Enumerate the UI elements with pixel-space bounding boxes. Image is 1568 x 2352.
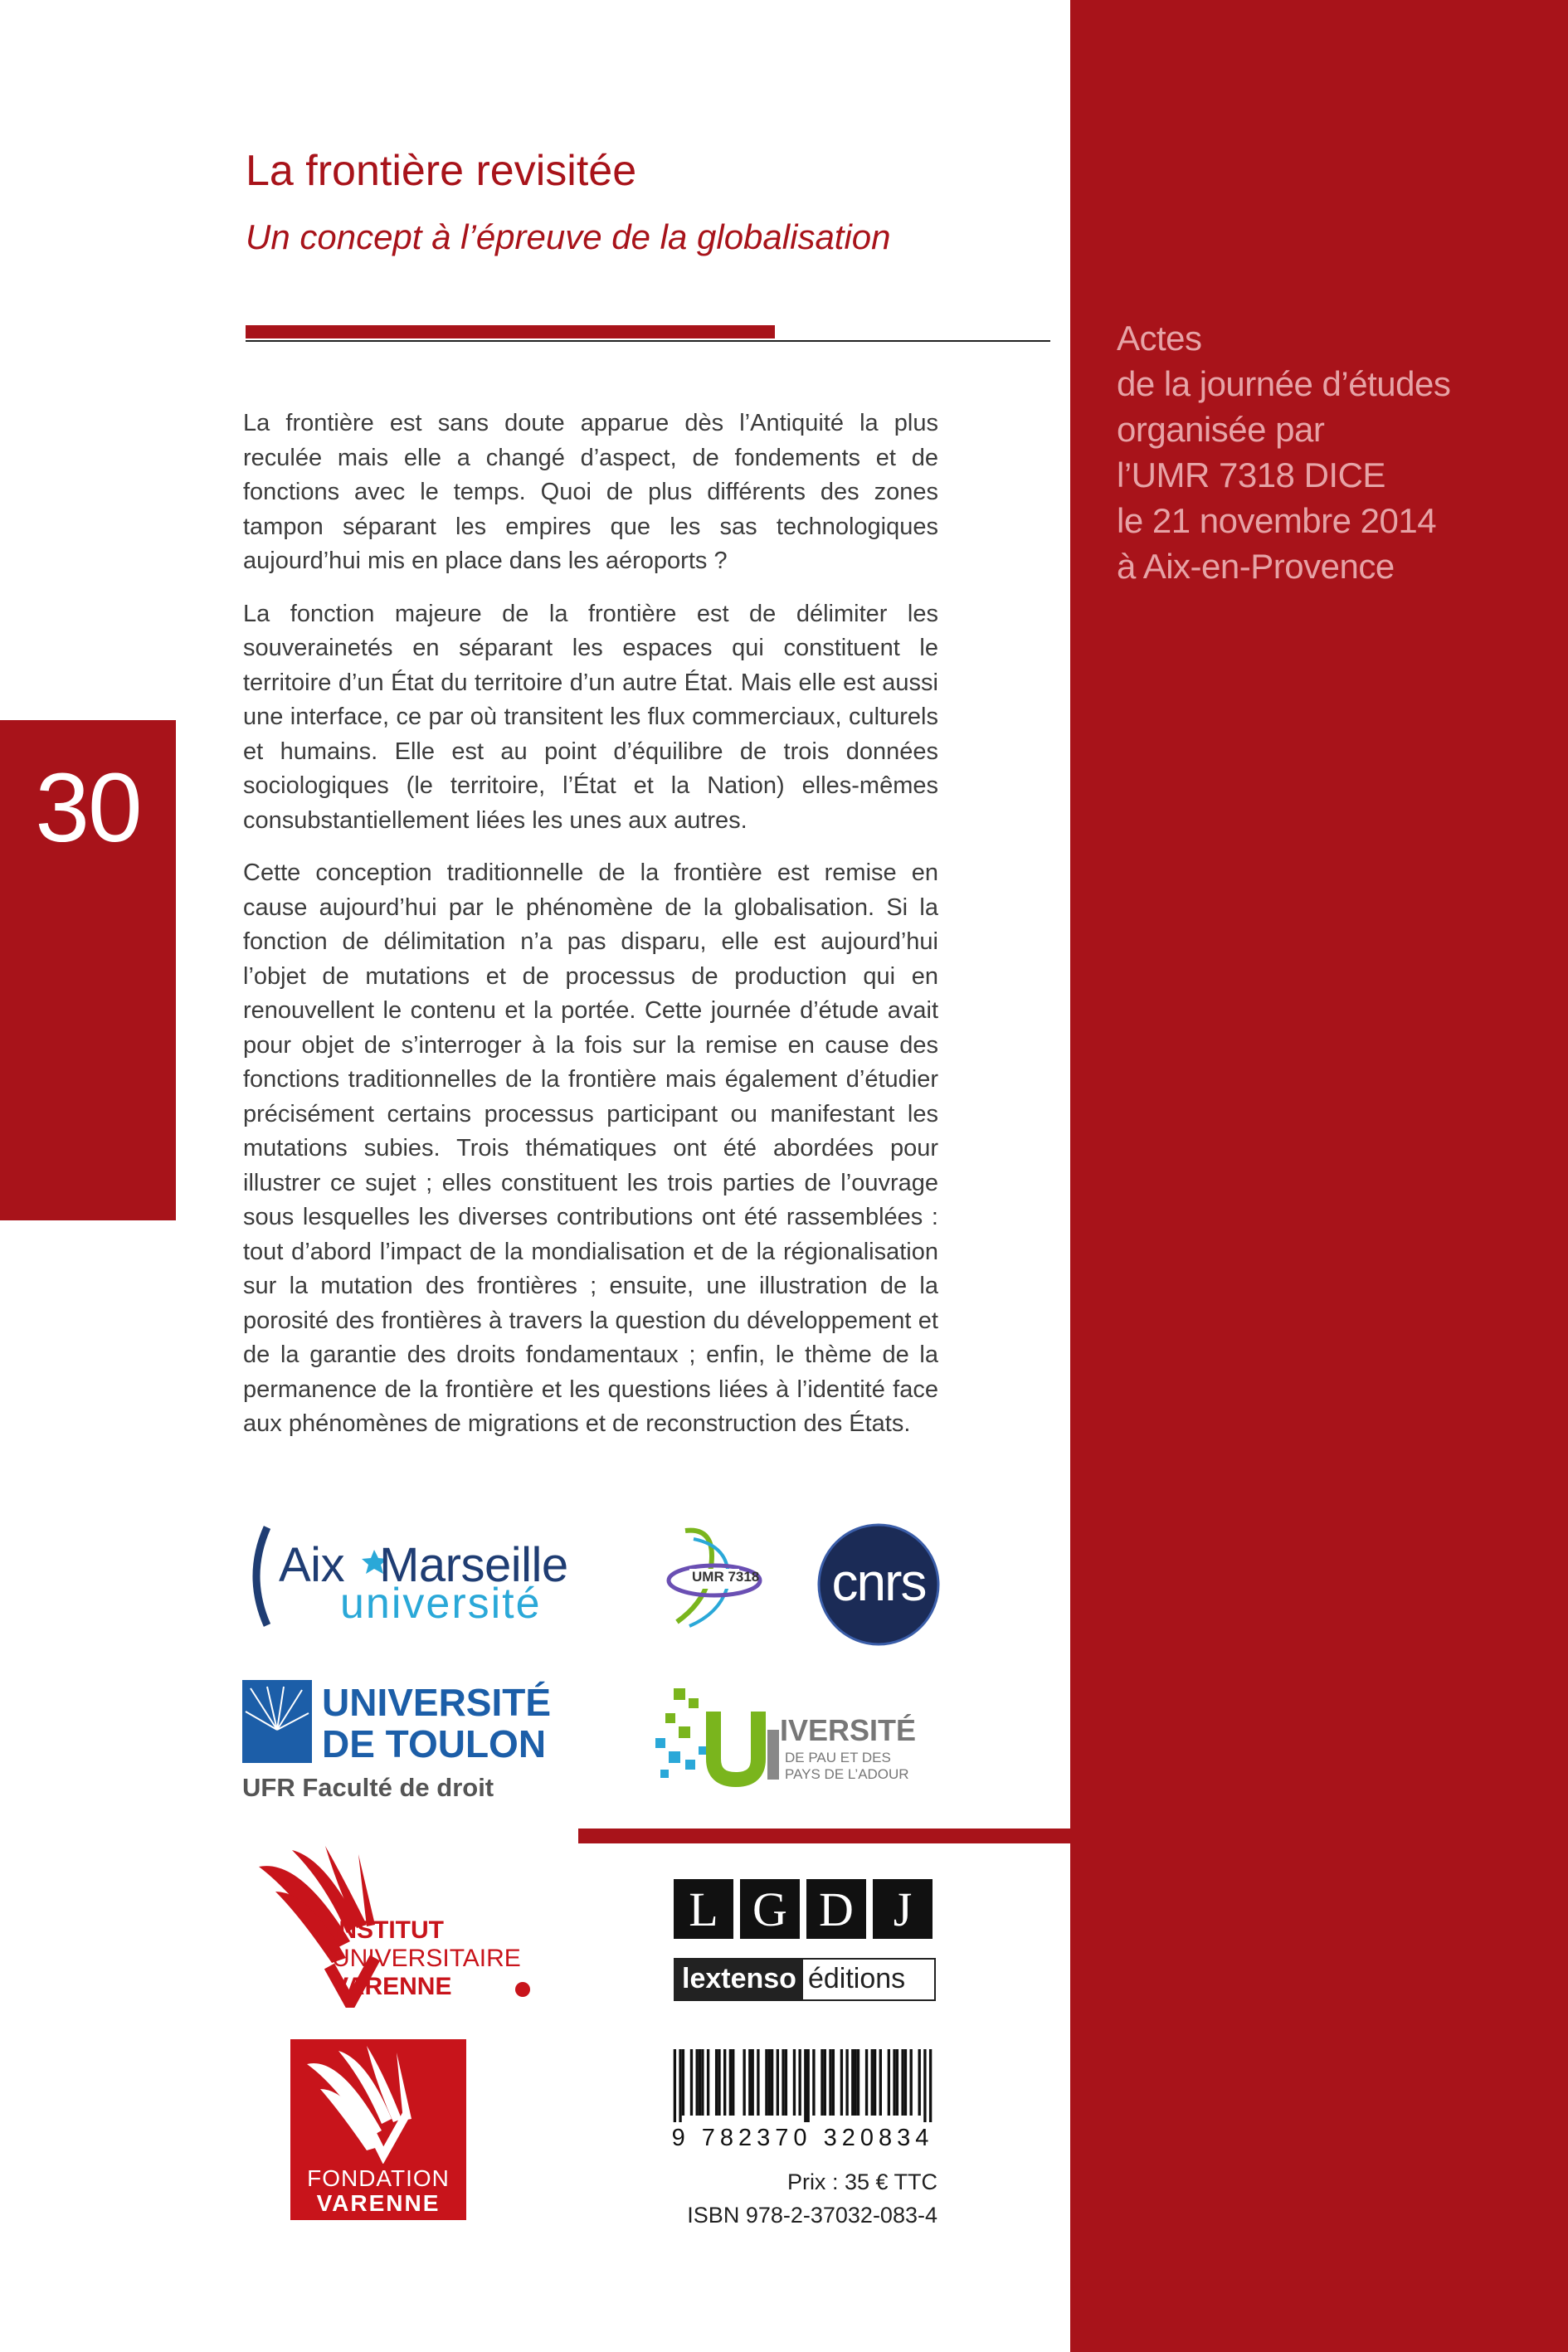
lextenso-part1: lextenso: [675, 1960, 803, 1999]
barcode-bar: [785, 2049, 787, 2116]
institut-varenne-logo: [242, 1842, 541, 2008]
isbn-barcode: [668, 2049, 937, 2122]
fondation-line2: VARENNE: [316, 2190, 441, 2216]
barcode-bar: [804, 2049, 806, 2122]
barcode-bar: [845, 2049, 848, 2116]
proceedings-line: le 21 novembre 2014: [1117, 501, 1437, 540]
barcode-bar: [743, 2049, 745, 2116]
toulon-line2: DE TOULON: [322, 1722, 547, 1765]
barcode-bar: [821, 2049, 823, 2116]
paragraph: La fonction majeure de la frontière est de délimiter les souverainetés en séparant les espaces qui constituent le territoire d’un État du territoire d’un autre État. Mais elle est aussi une interface, ce par où transitent les flux commerciaux, culturels et humains. Elle est au point d’équilibre de trois données sociologiques (le territoire, l’État et la Nation) elles-mêmes consubstantiellement liées les unes aux autres.: [243, 600, 938, 834]
lgdj-logo: [674, 1879, 933, 1941]
aix-marseille-logo: [242, 1522, 607, 1630]
barcode-bars: [668, 2049, 937, 2122]
divider-bar: [578, 1829, 1070, 1843]
barcode-bar: [696, 2049, 699, 2116]
barcode-bar: [923, 2049, 926, 2122]
lextenso-part2: éditions: [807, 1963, 906, 1994]
barcode-bar: [832, 2049, 835, 2116]
barcode-bar: [851, 2049, 854, 2116]
barcode-digits: 9 782370 320834: [671, 2125, 934, 2151]
toulon-sun-icon: [242, 1680, 312, 1763]
barcode-bar: [865, 2049, 868, 2116]
barcode-bar: [707, 2049, 709, 2116]
fondation-leaf-icon: [290, 2039, 466, 2164]
barcode-bar: [901, 2049, 903, 2116]
isbn: ISBN 978-2-37032-083-4: [687, 2203, 937, 2228]
barcode-bar: [793, 2049, 796, 2116]
barcode-bar: [782, 2049, 784, 2116]
barcode-bar: [715, 2049, 718, 2116]
barcode-bar: [854, 2049, 856, 2116]
barcode-bar: [879, 2049, 882, 2116]
barcode-bar: [829, 2049, 831, 2116]
barcode-bar: [674, 2049, 676, 2122]
pau-pixel-icon: [649, 1680, 782, 1796]
barcode-bar: [824, 2049, 826, 2116]
back-cover-text: [243, 407, 938, 1460]
proceedings-line: de la journée d’études: [1117, 364, 1451, 403]
barcode-bar: [699, 2049, 701, 2116]
page-number: 30: [35, 753, 141, 863]
toulon-line1: UNIVERSITÉ: [322, 1681, 552, 1724]
barcode-bar: [682, 2049, 684, 2116]
barcode-bar: [888, 2049, 890, 2116]
book-title: La frontière revisitée: [246, 147, 637, 195]
barcode-bar: [857, 2049, 859, 2116]
iuv-line1: INSTITUT: [332, 1916, 444, 1944]
title-rule-thin: [246, 340, 1050, 342]
proceedings-line: à Aix-en-Provence: [1117, 547, 1395, 586]
barcode-bar: [918, 2049, 921, 2116]
price-info: [668, 2165, 937, 2232]
barcode-bar: [718, 2049, 720, 2116]
umr-logo: [644, 1522, 768, 1639]
lgdj-letter: L: [674, 1879, 733, 1939]
barcode-bar: [752, 2049, 754, 2116]
barcode-bar: [729, 2049, 732, 2116]
iuv-line2: UNIVERSITAIRE: [332, 1945, 521, 1972]
pau-small2: PAYS DE L’ADOUR: [785, 1766, 909, 1782]
fondation-varenne-logo: [290, 2039, 466, 2220]
barcode-bar: [690, 2049, 693, 2116]
title-rule-thick: [246, 325, 775, 338]
barcode-bar: [777, 2049, 779, 2116]
paragraph: Cette conception traditionnelle de la frontière est remise en cause aujourd’hui par le phénomène de la globalisation. Si la fonction de délimitation n’a pas disparu, elle est aujourd’hui l’objet de mutations et de processus de production qui en renouvellent le contenu et la portée. Cette journée d’étude avait pour objet de s’interroger à la fois sur la remise en cause des fonctions traditionnelles de la frontière mais également d’étudier précisément certains processus participant ou manifestant les mutations subies. Trois thématiques ont été abordées pour illustrer ce sujet ; elles constituent les trois parties de l’ouvrage sous lesquelles les diverses contributions ont été rassemblées : tout d’abord l’impact de la mondialisation et de la régionalisation sur la mutation des frontières ; ensuite, une illustration de la porosité des frontières à travers la question du développement et de la garantie des droits fondamentaux ; enfin, le thème de la permanence de la frontière et les questions liées à l’identité face aux phénomènes de migrations et de reconstruction des États.: [243, 859, 938, 1437]
barcode-bar: [771, 2049, 773, 2116]
barcode-bar: [929, 2049, 932, 2122]
lextenso-logo: [674, 1958, 936, 2001]
toulon-ufr: UFR Faculté de droit: [242, 1773, 494, 1802]
paragraph: La frontière est sans doute apparue dès l’Antiquité la plus reculée mais elle a changé d’aspect, de fondements et de fonctions avec le temps. Quoi de plus différents des zones tampon séparant les empires que les sas technologiques aujourd’hui mis en place dans les aéroports ?: [243, 410, 938, 574]
fondation-line1: FONDATION: [307, 2165, 450, 2191]
barcode-bar: [757, 2049, 759, 2116]
cnrs-label: cnrs: [831, 1552, 926, 1612]
barcode-bar: [909, 2049, 912, 2116]
umr-label: UMR 7318: [692, 1569, 760, 1585]
proceedings-info: [1117, 315, 1450, 589]
pau-universite: IVERSITÉ: [780, 1713, 917, 1747]
barcode-bar: [874, 2049, 876, 2116]
universite-toulon-logo: [242, 1680, 552, 1804]
barcode-bar: [893, 2049, 895, 2116]
book-subtitle: Un concept à l’épreuve de la globalisation: [246, 217, 891, 256]
lgdj-letter: J: [873, 1879, 933, 1939]
amu-marseille: Marseille: [379, 1538, 568, 1592]
amu-universite: université: [340, 1580, 542, 1628]
proceedings-line: Actes: [1117, 319, 1202, 358]
proceedings-line: l’UMR 7318 DICE: [1117, 455, 1385, 494]
cnrs-logo: [817, 1523, 940, 1646]
barcode-bar: [807, 2049, 810, 2122]
price: Prix : 35 € TTC: [786, 2169, 937, 2194]
barcode-bar: [679, 2049, 681, 2122]
barcode-bar: [798, 2049, 801, 2116]
lgdj-letter: D: [806, 1879, 866, 1939]
barcode-bar: [896, 2049, 898, 2116]
barcode-bar: [904, 2049, 907, 2116]
lgdj-letter: G: [740, 1879, 800, 1939]
barcode-bar: [840, 2049, 843, 2116]
barcode-bar: [701, 2049, 704, 2116]
amu-aix: Aix: [279, 1538, 345, 1592]
barcode-bar: [748, 2049, 751, 2116]
proceedings-line: organisée par: [1117, 410, 1325, 449]
barcode-bar: [732, 2049, 734, 2116]
barcode-bar: [871, 2049, 874, 2116]
barcode-bar: [812, 2049, 815, 2116]
barcode-bar: [723, 2049, 726, 2116]
universite-pau-logo: [649, 1680, 947, 1796]
iuv-line3: VARENNE: [332, 1973, 452, 2000]
barcode-bar: [765, 2049, 767, 2116]
barcode-bar: [768, 2049, 771, 2116]
pau-small1: DE PAU ET DES: [785, 1750, 891, 1765]
